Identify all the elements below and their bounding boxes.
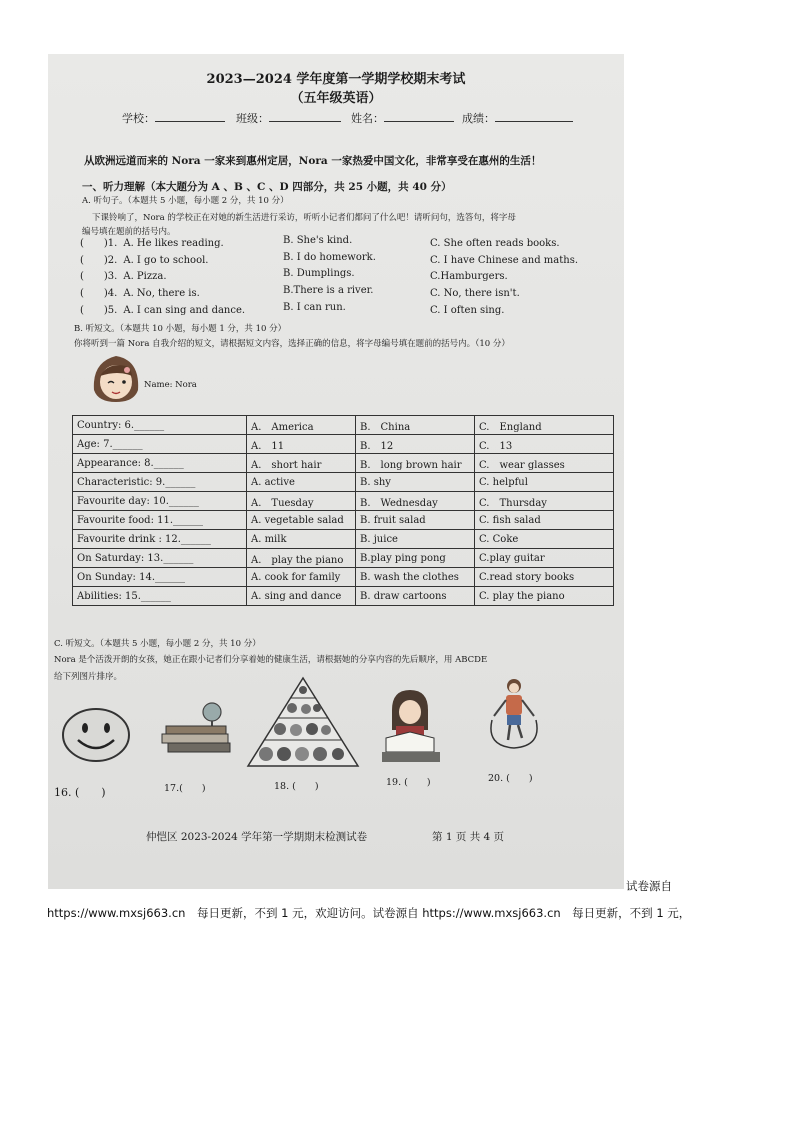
table-row: [73, 435, 614, 454]
question-cell: Favourite day: 10.______: [73, 492, 247, 511]
option-a: A. Pizza.: [123, 271, 167, 282]
part-a-question-5: [80, 301, 245, 316]
part-c-instructions-1: Nora 是个活泼开朗的女孩，她正在跟小记者们分享着她的健康生活，请根据她的分享内容的先后顺序，用 ABCDE: [54, 655, 488, 665]
option-c: C. She often reads books.: [430, 238, 560, 249]
option-a-cell: A. vegetable salad: [247, 511, 356, 530]
girl-reading-icon: [378, 686, 444, 766]
option-a-cell: A. play the piano: [247, 549, 356, 568]
option-b-cell: B.play ping pong: [356, 549, 475, 568]
option-c: C. No, there isn't.: [430, 288, 520, 299]
option-a-cell: A. short hair: [247, 454, 356, 473]
option-b: B.There is a river.: [283, 285, 374, 296]
question-cell: Abilities: 15.______: [73, 587, 247, 606]
question-number: ( )4.: [80, 288, 118, 299]
option-a-cell: A. Tuesday: [247, 492, 356, 511]
exam-intro: 从欧洲远道而来的 Nora 一家来到惠州定居，Nora 一家热爱中国文化，非常享受在惠州的生活！: [84, 155, 542, 167]
part-a-question-1: [80, 234, 224, 249]
option-a: A. I can sing and dance.: [123, 305, 246, 316]
food-pyramid-icon: [244, 674, 362, 770]
part-a-instructions-2: 编号填在题前的括号内。: [82, 227, 176, 237]
option-b-cell: B. wash the clothes: [356, 568, 475, 587]
table-row: [73, 568, 614, 587]
question-cell: Favourite food: 11.______: [73, 511, 247, 530]
books-globe-icon: [158, 696, 238, 758]
option-c-cell: C. play the piano: [475, 587, 614, 606]
option-b: B. I can run.: [283, 302, 346, 313]
option-c-cell: C. wear glasses: [475, 454, 614, 473]
score-field: 成绩：: [462, 110, 573, 126]
table-row: [73, 492, 614, 511]
table-row: [73, 511, 614, 530]
question-number: ( )3.: [80, 271, 118, 282]
question-number: ( )1.: [80, 238, 118, 249]
part-a-question-2: [80, 251, 208, 266]
part-c-heading: C. 听短文。（本题共 5 小题，每小题 2 分，共 10 分）: [54, 639, 261, 649]
option-c: C. I often sing.: [430, 305, 505, 316]
footer-page-number: 第 1 页 共 4 页: [432, 831, 505, 843]
option-b-cell: B. 12: [356, 435, 475, 454]
option-b-cell: B. fruit salad: [356, 511, 475, 530]
option-a-cell: A. cook for family: [247, 568, 356, 587]
footer-exam-name: 仲恺区 2023-2024 学年第一学期期末检测试卷: [146, 831, 368, 843]
option-b-cell: B. China: [356, 416, 475, 435]
option-a: A. He likes reading.: [123, 238, 224, 249]
jump-rope-icon: [484, 676, 544, 752]
option-b: B. She's kind.: [283, 235, 353, 246]
part-a-instructions-1: 下课铃响了，Nora 的学校正在对她的新生活进行采访，听听小记者们都问了什么吧！请听问句，选答句，将字母: [92, 213, 516, 223]
part-a-question-4: [80, 284, 200, 299]
question-number: ( )2.: [80, 255, 118, 266]
nora-name-label: Name: Nora: [144, 380, 197, 390]
part-a-heading: A. 听句子。（本题共 5 小题，每小题 2 分，共 10 分）: [82, 196, 289, 206]
picture-label-18: 18. ( ): [274, 781, 319, 792]
picture-label-17: 17.( ): [164, 783, 206, 794]
exam-subtitle: （五年级英语）: [290, 91, 382, 106]
question-cell: Age: 7.______: [73, 435, 247, 454]
option-b-cell: B. draw cartoons: [356, 587, 475, 606]
option-c-cell: C.play guitar: [475, 549, 614, 568]
option-c-cell: C. England: [475, 416, 614, 435]
option-c: C.Hamburgers.: [430, 271, 508, 282]
option-a: A. I go to school.: [123, 255, 209, 266]
exam-title: 2023—2024 学年度第一学期学校期末考试: [206, 72, 466, 87]
table-row: [73, 530, 614, 549]
table-row: [73, 549, 614, 568]
table-row: [73, 416, 614, 435]
option-a-cell: A. 11: [247, 435, 356, 454]
option-b-cell: B. Wednesday: [356, 492, 475, 511]
option-a-cell: A. active: [247, 473, 356, 492]
table-row: [73, 587, 614, 606]
part-c-instructions-2: 给下列图片排序。: [54, 672, 123, 682]
option-a: A. No, there is.: [123, 288, 200, 299]
option-b-cell: B. juice: [356, 530, 475, 549]
option-a-cell: A. milk: [247, 530, 356, 549]
option-a-cell: A. America: [247, 416, 356, 435]
nora-portrait-icon: [88, 350, 144, 406]
question-cell: Country: 6.______: [73, 416, 247, 435]
question-number: ( )5.: [80, 305, 118, 316]
table-row: [73, 454, 614, 473]
option-a-cell: A. sing and dance: [247, 587, 356, 606]
option-c-cell: C.read story books: [475, 568, 614, 587]
question-cell: Appearance: 8.______: [73, 454, 247, 473]
school-field: 学校：: [122, 110, 225, 126]
option-c-cell: C. 13: [475, 435, 614, 454]
picture-label-19: 19. ( ): [386, 777, 431, 788]
part-a-question-3: [80, 267, 167, 282]
table-row: [73, 473, 614, 492]
watermark-url-line: https://www.mxsj663.cn 每日更新，不到 1 元，欢迎访问。试卷源自 https://www.mxsj663.cn 每日更新，不到 1 元，: [47, 906, 691, 920]
option-c-cell: C. Thursday: [475, 492, 614, 511]
option-c-cell: C. fish salad: [475, 511, 614, 530]
part-b-answer-table: [72, 415, 614, 606]
question-cell: On Saturday: 13.______: [73, 549, 247, 568]
option-c: C. I have Chinese and maths.: [430, 255, 579, 266]
question-cell: On Sunday: 14.______: [73, 568, 247, 587]
class-field: 班级：: [236, 110, 341, 126]
name-field: 姓名：: [351, 110, 454, 126]
picture-label-20: 20. ( ): [488, 773, 533, 784]
part-b-instructions: 你将听到一篇 Nora 自我介绍的短文，请根据短文内容，选择正确的信息，将字母编号填在题前的括号内。（10 分）: [74, 339, 510, 349]
option-c-cell: C. helpful: [475, 473, 614, 492]
smiley-face-icon: [60, 706, 132, 764]
option-b: B. Dumplings.: [283, 268, 355, 279]
section-heading-listening: 一、听力理解（本大题分为 A 、B 、C 、D 四部分，共 25 小题，共 40 分）: [82, 181, 452, 193]
question-cell: Characteristic: 9.______: [73, 473, 247, 492]
watermark-source: 试卷源自: [626, 879, 672, 893]
option-b: B. I do homework.: [283, 252, 376, 263]
part-b-heading: B. 听短文。（本题共 10 小题，每小题 1 分，共 10 分）: [74, 324, 287, 334]
scanned-exam-page: [48, 54, 624, 889]
picture-label-16: 16. ( ): [54, 786, 106, 799]
question-cell: Favourite drink : 12.______: [73, 530, 247, 549]
option-b-cell: B. shy: [356, 473, 475, 492]
option-c-cell: C. Coke: [475, 530, 614, 549]
option-b-cell: B. long brown hair: [356, 454, 475, 473]
